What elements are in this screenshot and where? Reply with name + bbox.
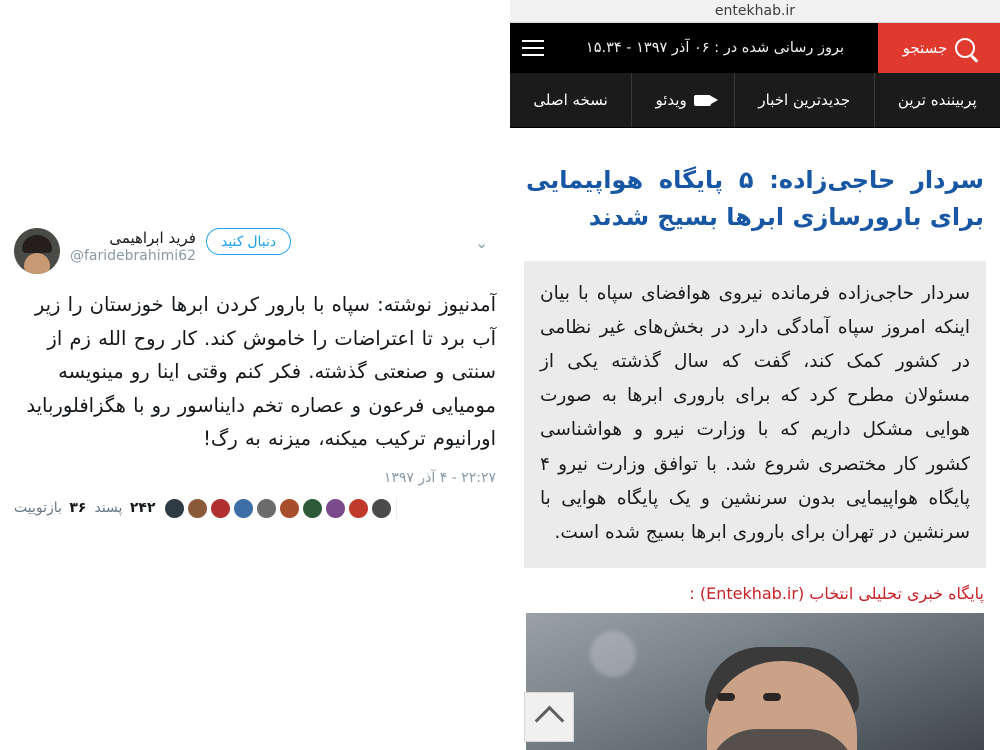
browser-url-bar[interactable] bbox=[510, 0, 1000, 23]
search-button[interactable] bbox=[878, 23, 1000, 73]
tweet-author-handle: @faridebrahimi62 bbox=[70, 247, 196, 264]
tab-video[interactable] bbox=[631, 73, 734, 127]
tweet-author-block bbox=[70, 228, 196, 265]
last-update-text: بروز رسانی شده در : ۰۶ آذر ۱۳۹۷ - ۱۵.۳۴ bbox=[585, 40, 845, 56]
tab-label: جدیدترین اخبار bbox=[758, 91, 851, 109]
liker-avatar[interactable] bbox=[371, 498, 392, 519]
avatar-face bbox=[24, 253, 50, 274]
search-label: جستجو bbox=[902, 39, 948, 57]
like-label: پسند bbox=[94, 500, 123, 517]
like-count: ۲۴۲ bbox=[129, 500, 156, 517]
source-prefix: پایگاه خبری تحلیلی انتخاب ( bbox=[797, 584, 984, 604]
scroll-to-top-button[interactable] bbox=[524, 692, 574, 742]
tab-label: پربیننده ترین bbox=[897, 91, 977, 109]
tab-label: ویدئو bbox=[655, 91, 687, 109]
tab-portabinandetarin[interactable] bbox=[874, 73, 1000, 127]
source-domain: Entekhab.ir bbox=[706, 584, 798, 604]
video-camera-icon bbox=[694, 95, 711, 106]
tweet-author-name: فرید ابراهیمی bbox=[109, 229, 196, 247]
avatar-hair bbox=[22, 235, 52, 253]
liker-avatar[interactable] bbox=[256, 498, 277, 519]
article-headline: سردار حاجی‌زاده: ۵ پایگاه هواپیمایی برای بارورسازی ابرها بسیج شدند bbox=[526, 166, 984, 232]
retweet-count: ۳۶ bbox=[69, 500, 87, 517]
liker-avatar[interactable] bbox=[233, 498, 254, 519]
site-nav-tabs bbox=[510, 73, 1000, 128]
chevron-down-icon[interactable]: ⌄ bbox=[475, 234, 488, 252]
liker-avatar[interactable] bbox=[210, 498, 231, 519]
tab-noskhe-asli[interactable] bbox=[510, 73, 631, 127]
url-text: entekhab.ir bbox=[714, 3, 796, 19]
avatar bbox=[14, 228, 60, 274]
liker-avatars[interactable] bbox=[164, 498, 397, 519]
tweet-card bbox=[0, 228, 510, 519]
follow-button[interactable]: دنبال کنید bbox=[206, 228, 291, 255]
tab-label: نسخه اصلی bbox=[533, 91, 608, 109]
site-top-bar bbox=[510, 23, 1000, 73]
tweet-timestamp: ۲۲:۲۷ - ۴ آذر ۱۳۹۷ bbox=[383, 469, 496, 486]
liker-avatar[interactable] bbox=[187, 498, 208, 519]
liker-avatar[interactable] bbox=[279, 498, 300, 519]
browser-pane bbox=[510, 0, 1000, 750]
source-suffix: ) : bbox=[689, 584, 707, 604]
liker-avatar[interactable] bbox=[302, 498, 323, 519]
search-icon bbox=[955, 38, 975, 58]
liker-avatar[interactable] bbox=[348, 498, 369, 519]
photo-eye-left bbox=[717, 693, 735, 701]
liker-avatar[interactable] bbox=[164, 498, 185, 519]
tweet-stats bbox=[14, 498, 496, 519]
hamburger-icon[interactable] bbox=[516, 40, 550, 56]
article-photo-commander bbox=[526, 613, 984, 750]
retweet-stat[interactable] bbox=[14, 500, 86, 516]
like-stat[interactable] bbox=[94, 500, 155, 516]
photo-highlight bbox=[590, 631, 636, 677]
liker-avatar[interactable] bbox=[325, 498, 346, 519]
retweet-label: بازتوییت bbox=[14, 500, 62, 517]
article-lead: سردار حاجی‌زاده فرمانده نیروی هوافضای سپاه با بیان اینکه امروز سپاه آمادگی دارد در بخش‌های غیر نظامی در کشور کمک کند، گفت که سال گذشته یکی از مسئولان مطرح کرد که برای باروری ابرها به صورت هوایی مشکل داریم که با وزارت نیرو و هواشناسی کشور کار مختصری شروع شد. با توافق وزارت نیرو ۴ پایگاه هواپیمایی بدون سرنشین و یک پایگاه هوایی با سرنشین در تهران برای باروری ابرها بسیج شده است. bbox=[524, 261, 986, 569]
article-source-line bbox=[526, 584, 984, 603]
chevron-up-icon bbox=[534, 705, 564, 735]
photo-eye-right bbox=[763, 693, 781, 701]
tweet-text: آمدنیوز نوشته: سپاه با بارور کردن ابرها خوزستان را زیر آب برد تا اعتراضات را خاموش کند. کار روح الله زم از سنتی و صنعتی گذشته. فکر کنم وقتی اینا رو مینویسه مومیایی فرعون و عصاره تخم داینا‌سور رو با هگزافلورباید اورانیوم ترکیب میکنه، میزنه به رگ! bbox=[26, 293, 496, 451]
tweet-header bbox=[14, 228, 496, 274]
tab-jadidtarin-akhbar[interactable] bbox=[734, 73, 874, 127]
